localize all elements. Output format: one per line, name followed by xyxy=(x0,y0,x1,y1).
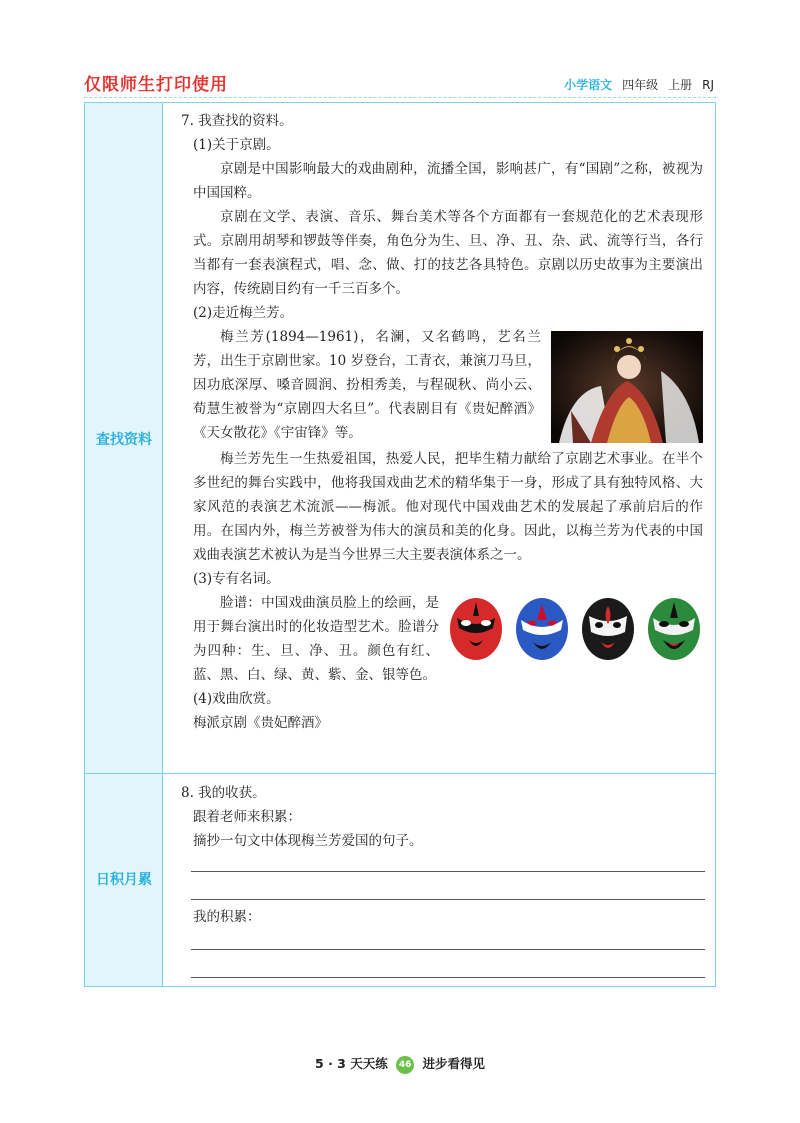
worksheet-frame xyxy=(84,102,716,987)
sub2-heading: (2)走近梅兰芳。 xyxy=(193,305,294,321)
blue-mask-icon xyxy=(513,596,571,662)
answer-line-4[interactable] xyxy=(191,977,705,978)
sub2-paragraph-2: 梅兰芳先生一生热爱祖国，热爱人民，把毕生精力献给了京剧艺术事业。在半个多世纪的舞台实践中，他将我国戏曲艺术的精华集于一身，形成了具有独特风格、大家风范的表演艺术流派——梅派。他对现代中国戏曲艺术的发展起了承前启后的作用。在国内外，梅兰芳被誉为伟大的演员和美的化身。因此，以梅兰芳为代表的中国戏曲表演艺术被认为是当今世界三大主要表演体系之一。 xyxy=(193,451,703,563)
footer-slogan: 进步看得见 xyxy=(422,1056,485,1071)
volume-label: 上册 xyxy=(668,78,693,92)
sub1-paragraph-1: 京剧是中国影响最大的戏曲剧种，流播全国，影响甚广，有“国剧”之称，被视为中国国粹。 xyxy=(193,161,703,201)
question-8-title: 8. 我的收获。 xyxy=(181,785,266,801)
footer-brand: 5 · 3 天天练 xyxy=(315,1056,388,1071)
opera-masks xyxy=(447,593,703,665)
mei-lanfang-photo xyxy=(551,331,703,443)
page-footer xyxy=(0,1054,800,1074)
subject-label: 小学语文 xyxy=(564,78,613,92)
grade-label: 四年级 xyxy=(622,78,659,92)
answer-line-2[interactable] xyxy=(191,899,705,900)
sub3-paragraph-1: 脸谱：中国戏曲演员脸上的绘画，是用于舞台演出时的化妆造型艺术。脸谱分为四种：生、旦、净、丑。颜色有红、蓝、黑、白、绿、黄、紫、金、银等色。 xyxy=(193,595,439,683)
sub4-heading: (4)戏曲欣赏。 xyxy=(193,691,280,707)
sidebar-label-research: 查找资料 xyxy=(96,432,152,448)
question-7-title: 7. 我查找的资料。 xyxy=(181,113,293,129)
sub1-heading: (1)关于京剧。 xyxy=(193,137,280,153)
green-mask-icon xyxy=(645,596,703,662)
header-divider xyxy=(84,97,716,98)
answer-line-1[interactable] xyxy=(191,871,705,872)
edition-label: RJ xyxy=(702,78,714,92)
answer-line-3[interactable] xyxy=(191,949,705,950)
sub3-heading: (3)专有名词。 xyxy=(193,571,280,587)
section-8 xyxy=(181,781,703,853)
print-notice: 仅限师生打印使用 xyxy=(84,75,228,95)
sidebar xyxy=(85,103,163,986)
black-mask-icon xyxy=(579,596,637,662)
section-8-line-1: 跟着老师来积累： xyxy=(193,809,301,825)
sub2-paragraph-1: 梅兰芳(1894—1961)，名澜，又名鹤鸣，艺名兰芳，出生于京剧世家。10 岁登台，工青衣，兼演刀马旦，因功底深厚、嗓音圆润、扮相秀美，与程砚秋、尚小云、荀慧生被誉为“京剧四大名旦”。代表剧目有《贵妃醉酒》《天女散花》《宇宙锋》等。 xyxy=(193,329,541,441)
sidebar-label-accumulate: 日积月累 xyxy=(96,872,152,888)
red-mask-icon xyxy=(447,596,505,662)
page-number: 46 xyxy=(396,1056,414,1074)
book-info xyxy=(564,76,714,93)
section-8-line-3: 我的积累： xyxy=(193,909,261,925)
sub4-text: 梅派京剧《贵妃醉酒》 xyxy=(193,715,328,731)
sub1-paragraph-2: 京剧在文学、表演、音乐、舞台美术等各个方面都有一套规范化的艺术表现形式。京剧用胡琴和锣鼓等伴奏，角色分为生、旦、净、丑、杂、武、流等行当，各行当都有一套表演程式，唱、念、做、打的技艺各具特色。京剧以历史故事为主要演出内容，传统剧目约有一千三百多个。 xyxy=(193,209,703,297)
section-8-line-2: 摘抄一句文中体现梅兰芳爱国的句子。 xyxy=(193,833,423,849)
section-8-accumulate xyxy=(181,905,703,929)
section-divider xyxy=(85,773,715,774)
mei-section xyxy=(193,325,703,447)
section-7 xyxy=(181,109,703,735)
facial-makeup-section xyxy=(193,591,703,687)
